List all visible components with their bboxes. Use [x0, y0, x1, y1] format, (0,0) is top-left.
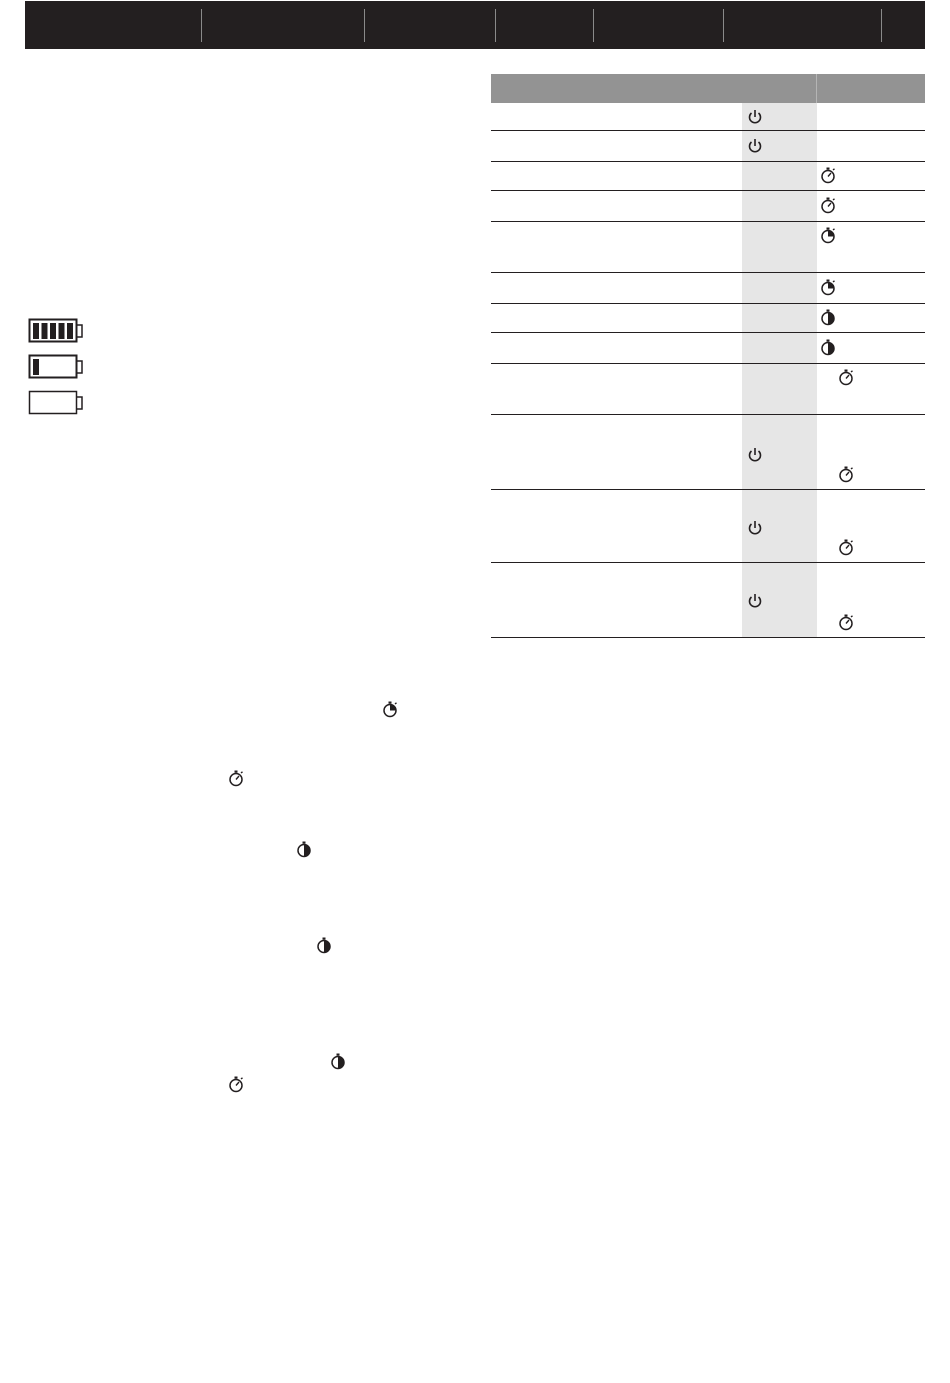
- battery-low-icon: [28, 354, 86, 380]
- table-header: [491, 74, 925, 103]
- stopwatch-icon: [228, 1076, 244, 1093]
- stopwatch-icon: [838, 539, 854, 556]
- stopwatch-quarter-icon: [382, 701, 398, 718]
- power-icon: [747, 593, 763, 609]
- battery-full-icon: [28, 318, 86, 344]
- battery-empty-icon: [28, 390, 86, 416]
- table-header-divider: [816, 74, 817, 103]
- stopwatch-quarter-icon: [820, 227, 836, 244]
- header-separator: [201, 9, 202, 42]
- table-row: [491, 222, 925, 273]
- table-row: [491, 162, 925, 191]
- power-icon: [747, 138, 763, 154]
- header-separator: [881, 9, 882, 42]
- header-separator: [723, 9, 724, 42]
- table-row: [491, 191, 925, 222]
- table-row: [491, 364, 925, 415]
- power-icon: [747, 447, 763, 463]
- settings-table: [491, 74, 925, 638]
- stopwatch-icon: [838, 614, 854, 631]
- stopwatch-half-icon: [820, 309, 836, 326]
- power-icon: [747, 109, 763, 125]
- table-row: [491, 333, 925, 364]
- stopwatch-icon: [838, 369, 854, 386]
- table-row: [491, 563, 925, 638]
- stopwatch-quarter-icon: [820, 279, 836, 296]
- stopwatch-icon: [820, 167, 836, 184]
- table-row: [491, 415, 925, 490]
- top-header-bar: [25, 1, 925, 49]
- table-row: [491, 273, 925, 304]
- table-row: [491, 304, 925, 333]
- stopwatch-half-icon: [820, 339, 836, 356]
- stopwatch-icon: [228, 770, 244, 787]
- stopwatch-icon: [838, 466, 854, 483]
- header-separator: [364, 9, 365, 42]
- stopwatch-half-icon: [316, 937, 332, 954]
- stopwatch-icon: [820, 197, 836, 214]
- header-separator: [593, 9, 594, 42]
- header-separator: [495, 9, 496, 42]
- table-row: [491, 103, 925, 131]
- power-icon: [747, 520, 763, 536]
- stopwatch-half-icon: [330, 1053, 346, 1070]
- table-row: [491, 490, 925, 563]
- stopwatch-half-icon: [296, 841, 312, 858]
- table-row: [491, 131, 925, 162]
